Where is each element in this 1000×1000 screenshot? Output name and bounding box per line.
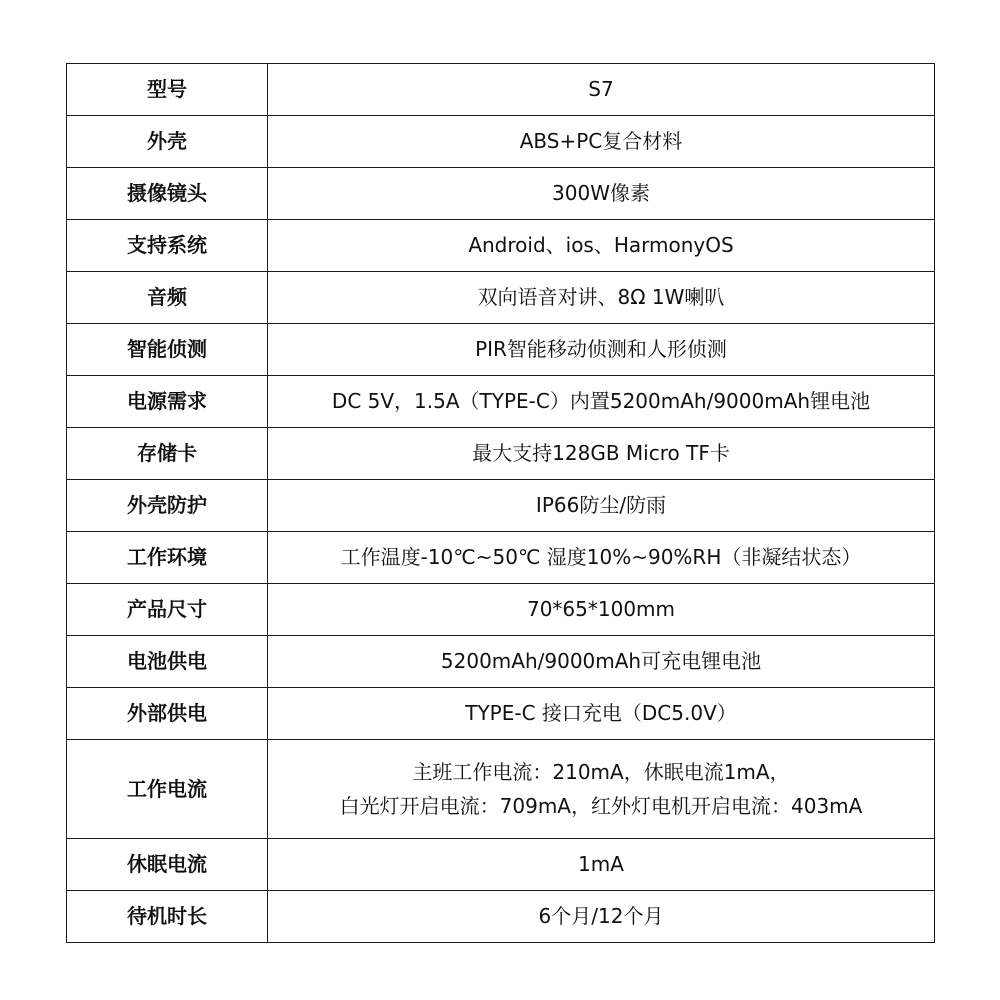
spec-row-power-requirement bbox=[67, 376, 935, 428]
spec-label: 音频 bbox=[67, 272, 268, 324]
spec-row-audio bbox=[67, 272, 935, 324]
spec-value: 6个月/12个月 bbox=[268, 891, 935, 943]
spec-row-os bbox=[67, 220, 935, 272]
spec-row-detection bbox=[67, 324, 935, 376]
spec-value-line: 白光灯开启电流：709mA，红外灯电机开启电流：403mA bbox=[339, 794, 863, 818]
spec-table bbox=[66, 63, 935, 943]
spec-value: S7 bbox=[268, 64, 935, 116]
spec-label: 产品尺寸 bbox=[67, 584, 268, 636]
spec-label: 电池供电 bbox=[67, 636, 268, 688]
spec-label: 休眠电流 bbox=[67, 839, 268, 891]
spec-label: 工作环境 bbox=[67, 532, 268, 584]
spec-row-environment bbox=[67, 532, 935, 584]
spec-value: 最大支持128GB Micro TF卡 bbox=[268, 428, 935, 480]
spec-value: 工作温度-10℃~50℃ 湿度10%~90%RH（非凝结状态） bbox=[268, 532, 935, 584]
spec-label: 存储卡 bbox=[67, 428, 268, 480]
spec-value: 70*65*100mm bbox=[268, 584, 935, 636]
spec-label: 智能侦测 bbox=[67, 324, 268, 376]
spec-value: 5200mAh/9000mAh可充电锂电池 bbox=[268, 636, 935, 688]
spec-row-sleep-current bbox=[67, 839, 935, 891]
spec-value: 300W像素 bbox=[268, 168, 935, 220]
spec-row-external-power bbox=[67, 688, 935, 740]
spec-value: DC 5V，1.5A（TYPE-C）内置5200mAh/9000mAh锂电池 bbox=[268, 376, 935, 428]
spec-value: TYPE-C 接口充电（DC5.0V） bbox=[268, 688, 935, 740]
spec-row-storage bbox=[67, 428, 935, 480]
spec-label: 型号 bbox=[67, 64, 268, 116]
spec-label: 外壳防护 bbox=[67, 480, 268, 532]
spec-row-model bbox=[67, 64, 935, 116]
spec-row-standby-duration bbox=[67, 891, 935, 943]
spec-row-dimensions bbox=[67, 584, 935, 636]
spec-label: 工作电流 bbox=[67, 740, 268, 839]
spec-row-working-current bbox=[67, 740, 935, 839]
spec-value: 1mA bbox=[268, 839, 935, 891]
spec-value: IP66防尘/防雨 bbox=[268, 480, 935, 532]
spec-label: 电源需求 bbox=[67, 376, 268, 428]
spec-value bbox=[268, 740, 935, 839]
spec-label: 摄像镜头 bbox=[67, 168, 268, 220]
spec-row-protection bbox=[67, 480, 935, 532]
spec-value: 双向语音对讲、8Ω 1W喇叭 bbox=[268, 272, 935, 324]
spec-row-battery bbox=[67, 636, 935, 688]
spec-row-housing bbox=[67, 116, 935, 168]
spec-label: 支持系统 bbox=[67, 220, 268, 272]
spec-label: 外部供电 bbox=[67, 688, 268, 740]
spec-value: PIR智能移动侦测和人形侦测 bbox=[268, 324, 935, 376]
spec-value: ABS+PC复合材料 bbox=[268, 116, 935, 168]
spec-label: 外壳 bbox=[67, 116, 268, 168]
spec-row-camera bbox=[67, 168, 935, 220]
spec-value-line: 主班工作电流：210mA，休眠电流1mA， bbox=[412, 760, 790, 784]
spec-label: 待机时长 bbox=[67, 891, 268, 943]
spec-value: Android、ios、HarmonyOS bbox=[268, 220, 935, 272]
